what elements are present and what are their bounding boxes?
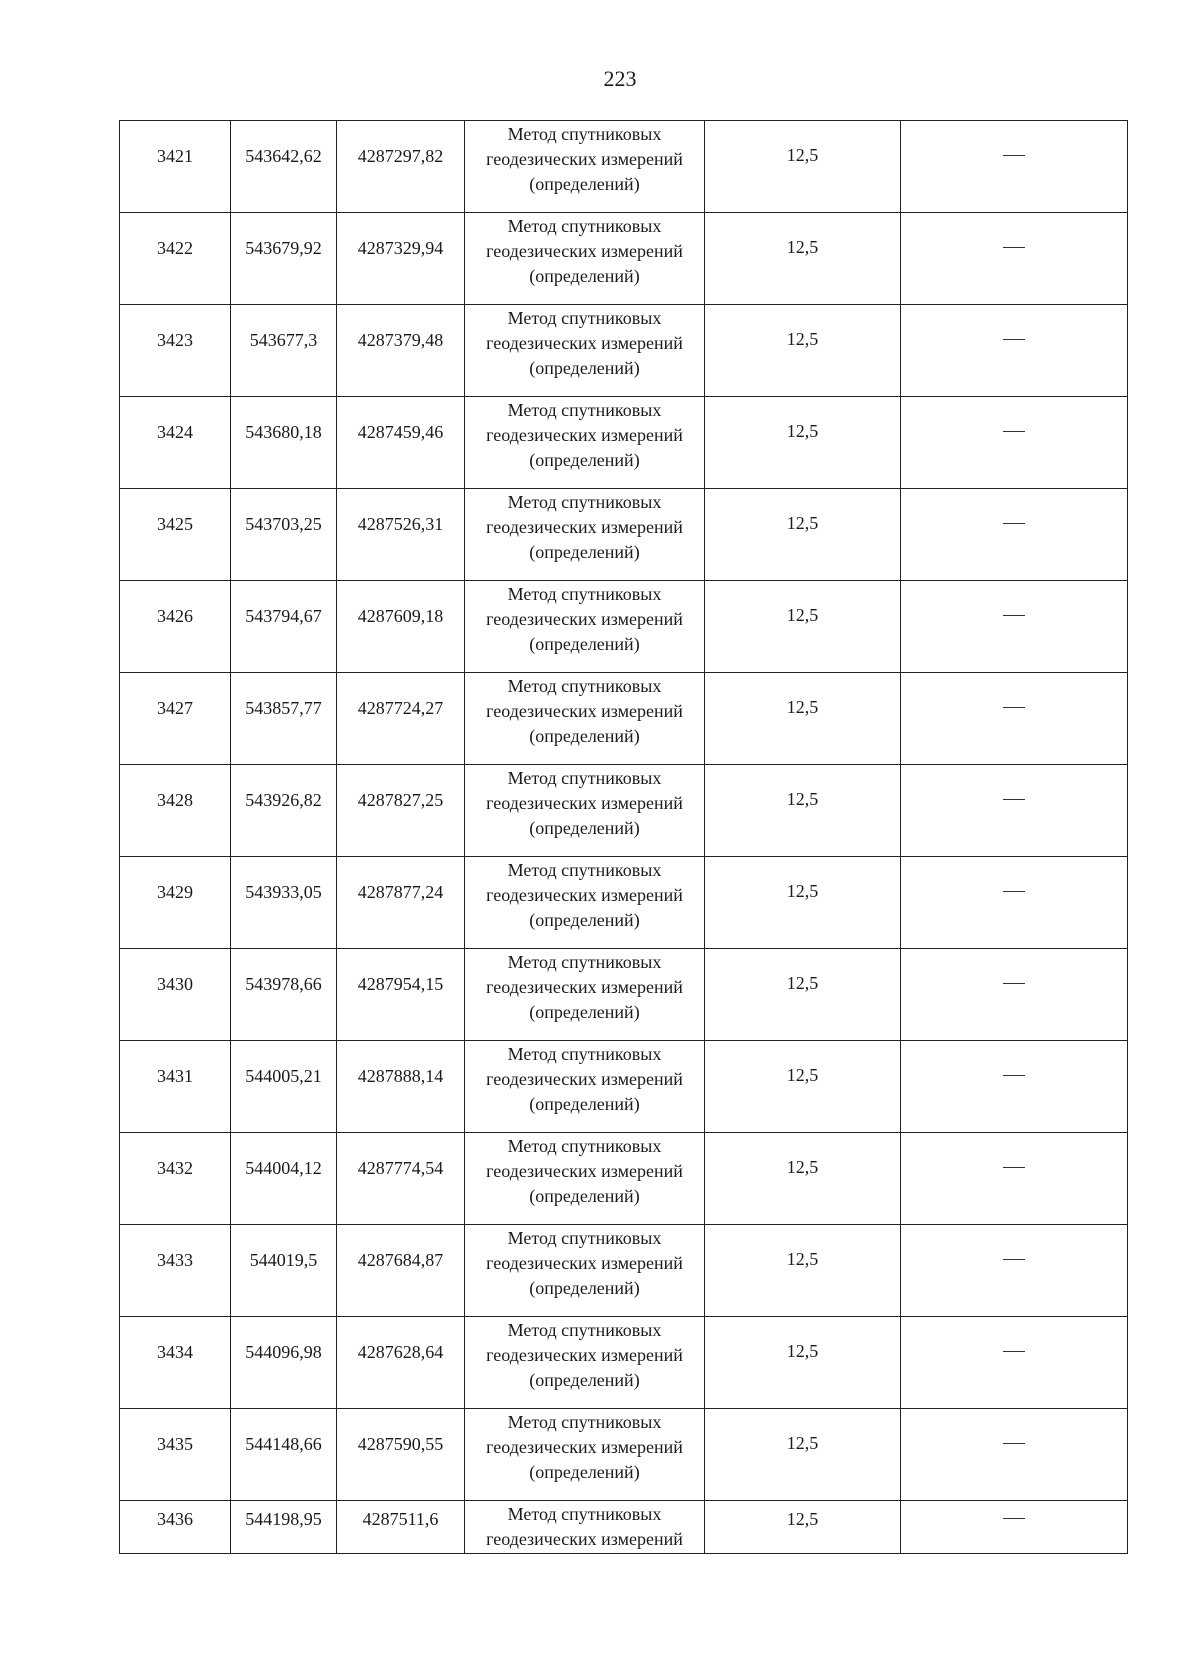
method-line: Метод спутниковых — [507, 216, 662, 236]
dash-mark — [1003, 1259, 1025, 1260]
coordinate-y: 4287877,24 — [357, 882, 444, 902]
method-line: (определений) — [529, 634, 640, 654]
dash-mark — [1003, 707, 1025, 708]
accuracy-value: 12,5 — [786, 973, 819, 993]
accuracy-value: 12,5 — [786, 145, 819, 165]
note-cell — [901, 857, 1128, 949]
point-number-cell — [120, 305, 231, 397]
point-number-cell — [120, 857, 231, 949]
coordinate-x: 543703,25 — [245, 514, 322, 534]
accuracy-value: 12,5 — [786, 789, 819, 809]
point-number: 3430 — [157, 974, 193, 994]
accuracy-value-cell — [705, 213, 901, 305]
point-number: 3422 — [157, 238, 193, 258]
table-row — [120, 121, 1128, 213]
coordinate-y-cell — [337, 305, 465, 397]
accuracy-value-cell — [705, 673, 901, 765]
method-line: геодезических измерений — [486, 333, 683, 353]
table-row — [120, 765, 1128, 857]
table-row — [120, 1225, 1128, 1317]
table-row — [120, 213, 1128, 305]
coordinate-y-cell — [337, 1501, 465, 1554]
table-row — [120, 489, 1128, 581]
dash-mark — [1003, 431, 1025, 432]
coordinate-x: 544019,5 — [249, 1250, 318, 1270]
method-cell — [465, 1501, 705, 1554]
coordinate-x-cell — [231, 857, 337, 949]
coordinates-table — [119, 120, 1128, 1554]
coordinate-x: 543978,66 — [245, 974, 322, 994]
coordinate-y-cell — [337, 1225, 465, 1317]
method-line: (определений) — [529, 450, 640, 470]
coordinate-y: 4287888,14 — [357, 1066, 444, 1086]
coordinate-x: 543857,77 — [245, 698, 322, 718]
method-line: Метод спутниковых — [507, 1320, 662, 1340]
coordinate-x: 543926,82 — [245, 790, 322, 810]
accuracy-value: 12,5 — [786, 237, 819, 257]
coordinate-y-cell — [337, 1133, 465, 1225]
method-line: Метод спутниковых — [507, 400, 662, 420]
accuracy-value: 12,5 — [786, 1249, 819, 1269]
coordinate-x-cell — [231, 489, 337, 581]
coordinate-y: 4287609,18 — [357, 606, 444, 626]
accuracy-value: 12,5 — [786, 881, 819, 901]
method-cell — [465, 1317, 705, 1409]
accuracy-value-cell — [705, 1317, 901, 1409]
coordinate-x: 543680,18 — [245, 422, 322, 442]
accuracy-value: 12,5 — [786, 513, 819, 533]
point-number: 3424 — [157, 422, 193, 442]
coordinate-x-cell — [231, 1501, 337, 1554]
method-line: (определений) — [529, 1002, 640, 1022]
accuracy-value: 12,5 — [786, 329, 819, 349]
method-line: геодезических измерений — [486, 1437, 683, 1457]
coordinate-y: 4287459,46 — [357, 422, 444, 442]
table-row — [120, 1317, 1128, 1409]
method-line: геодезических измерений — [486, 517, 683, 537]
method-line: геодезических измерений — [486, 1161, 683, 1181]
dash-mark — [1003, 1518, 1025, 1519]
point-number-cell — [120, 765, 231, 857]
coordinate-x-cell — [231, 581, 337, 673]
method-cell — [465, 857, 705, 949]
accuracy-value: 12,5 — [786, 1065, 819, 1085]
point-number-cell — [120, 489, 231, 581]
coordinate-y-cell — [337, 1041, 465, 1133]
coordinate-x: 543794,67 — [245, 606, 322, 626]
table-row — [120, 949, 1128, 1041]
accuracy-value: 12,5 — [786, 1509, 819, 1529]
method-cell — [465, 1409, 705, 1501]
dash-mark — [1003, 1351, 1025, 1352]
method-line: (определений) — [529, 1094, 640, 1114]
coordinate-y: 4287329,94 — [357, 238, 444, 258]
accuracy-value: 12,5 — [786, 1157, 819, 1177]
coordinate-x: 543642,62 — [245, 146, 322, 166]
point-number-cell — [120, 1317, 231, 1409]
note-cell — [901, 1041, 1128, 1133]
table-row — [120, 397, 1128, 489]
coordinate-x-cell — [231, 305, 337, 397]
method-line: Метод спутниковых — [507, 1136, 662, 1156]
method-line: (определений) — [529, 818, 640, 838]
point-number-cell — [120, 1133, 231, 1225]
coordinate-x: 543679,92 — [245, 238, 322, 258]
point-number: 3431 — [157, 1066, 193, 1086]
method-line: геодезических измерений — [486, 1253, 683, 1273]
coordinate-y: 4287379,48 — [357, 330, 444, 350]
point-number: 3427 — [157, 698, 193, 718]
point-number: 3425 — [157, 514, 193, 534]
coordinates-table-body — [120, 121, 1128, 1554]
accuracy-value-cell — [705, 305, 901, 397]
table-row — [120, 857, 1128, 949]
note-cell — [901, 673, 1128, 765]
method-cell — [465, 213, 705, 305]
coordinate-y-cell — [337, 489, 465, 581]
method-line: (определений) — [529, 1370, 640, 1390]
dash-mark — [1003, 615, 1025, 616]
method-line: Метод спутниковых — [507, 768, 662, 788]
dash-mark — [1003, 523, 1025, 524]
dash-mark — [1003, 247, 1025, 248]
coordinate-x: 544096,98 — [245, 1342, 322, 1362]
coordinate-x-cell — [231, 1041, 337, 1133]
point-number: 3421 — [157, 146, 193, 166]
method-line: (определений) — [529, 174, 640, 194]
method-line: (определений) — [529, 910, 640, 930]
note-cell — [901, 1317, 1128, 1409]
coordinate-y-cell — [337, 765, 465, 857]
coordinate-x: 544005,21 — [245, 1066, 322, 1086]
accuracy-value: 12,5 — [786, 697, 819, 717]
accuracy-value-cell — [705, 1409, 901, 1501]
method-cell — [465, 305, 705, 397]
coordinate-y: 4287827,25 — [357, 790, 444, 810]
accuracy-value: 12,5 — [786, 1433, 819, 1453]
method-line: Метод спутниковых — [507, 676, 662, 696]
accuracy-value-cell — [705, 581, 901, 673]
coordinate-y-cell — [337, 857, 465, 949]
point-number: 3423 — [157, 330, 193, 350]
point-number: 3426 — [157, 606, 193, 626]
method-line: Метод спутниковых — [507, 1228, 662, 1248]
table-row — [120, 305, 1128, 397]
method-line: геодезических измерений — [486, 241, 683, 261]
point-number: 3436 — [157, 1509, 193, 1529]
coordinate-x-cell — [231, 765, 337, 857]
accuracy-value: 12,5 — [786, 605, 819, 625]
note-cell — [901, 1133, 1128, 1225]
table-row — [120, 1409, 1128, 1501]
coordinate-y-cell — [337, 213, 465, 305]
method-line: (определений) — [529, 542, 640, 562]
coordinate-x-cell — [231, 397, 337, 489]
method-line: геодезических измерений — [486, 149, 683, 169]
accuracy-value-cell — [705, 765, 901, 857]
method-line: геодезических измерений — [486, 1345, 683, 1365]
coordinate-x-cell — [231, 1409, 337, 1501]
note-cell — [901, 1501, 1128, 1554]
method-line: (определений) — [529, 726, 640, 746]
note-cell — [901, 765, 1128, 857]
note-cell — [901, 305, 1128, 397]
coordinate-y-cell — [337, 949, 465, 1041]
coordinate-y: 4287590,55 — [357, 1434, 444, 1454]
dash-mark — [1003, 1167, 1025, 1168]
method-line: Метод спутниковых — [507, 1412, 662, 1432]
method-line: (определений) — [529, 266, 640, 286]
dash-mark — [1003, 1443, 1025, 1444]
point-number-cell — [120, 581, 231, 673]
point-number-cell — [120, 949, 231, 1041]
method-line: геодезических измерений — [486, 793, 683, 813]
note-cell — [901, 581, 1128, 673]
coordinate-x: 544198,95 — [245, 1509, 322, 1529]
dash-mark — [1003, 339, 1025, 340]
point-number: 3433 — [157, 1250, 193, 1270]
dash-mark — [1003, 799, 1025, 800]
point-number-cell — [120, 397, 231, 489]
coordinate-y-cell — [337, 581, 465, 673]
method-line: Метод спутниковых — [507, 124, 662, 144]
point-number-cell — [120, 121, 231, 213]
table-row — [120, 1501, 1128, 1554]
table-row — [120, 1041, 1128, 1133]
dash-mark — [1003, 983, 1025, 984]
coordinate-x-cell — [231, 673, 337, 765]
method-cell — [465, 1225, 705, 1317]
accuracy-value: 12,5 — [786, 421, 819, 441]
method-line: геодезических измерений — [486, 885, 683, 905]
method-line: (определений) — [529, 358, 640, 378]
coordinate-y-cell — [337, 1409, 465, 1501]
method-cell — [465, 397, 705, 489]
coordinate-x-cell — [231, 121, 337, 213]
coordinate-x: 544004,12 — [245, 1158, 322, 1178]
accuracy-value-cell — [705, 1501, 901, 1554]
method-cell — [465, 765, 705, 857]
method-line: Метод спутниковых — [507, 860, 662, 880]
point-number-cell — [120, 1501, 231, 1554]
coordinate-x: 544148,66 — [245, 1434, 322, 1454]
method-line: геодезических измерений — [486, 701, 683, 721]
point-number-cell — [120, 1225, 231, 1317]
coordinate-y: 4287526,31 — [357, 514, 444, 534]
table-row — [120, 581, 1128, 673]
accuracy-value-cell — [705, 121, 901, 213]
coordinate-y-cell — [337, 397, 465, 489]
method-line: геодезических измерений — [486, 1529, 683, 1549]
coordinate-y: 4287724,27 — [357, 698, 444, 718]
point-number-cell — [120, 673, 231, 765]
coordinate-x-cell — [231, 949, 337, 1041]
dash-mark — [1003, 155, 1025, 156]
coordinate-y: 4287954,15 — [357, 974, 444, 994]
coordinate-y-cell — [337, 673, 465, 765]
coordinate-y: 4287684,87 — [357, 1250, 444, 1270]
coordinate-x-cell — [231, 1133, 337, 1225]
table-row — [120, 1133, 1128, 1225]
method-line: (определений) — [529, 1186, 640, 1206]
note-cell — [901, 489, 1128, 581]
method-line: геодезических измерений — [486, 1069, 683, 1089]
method-line: геодезических измерений — [486, 609, 683, 629]
point-number-cell — [120, 213, 231, 305]
coordinate-x-cell — [231, 1225, 337, 1317]
method-line: (определений) — [529, 1462, 640, 1482]
coordinate-y-cell — [337, 1317, 465, 1409]
note-cell — [901, 1409, 1128, 1501]
coordinate-x: 543677,3 — [249, 330, 318, 350]
coordinate-y: 4287628,64 — [357, 1342, 444, 1362]
dash-mark — [1003, 1075, 1025, 1076]
table-row — [120, 673, 1128, 765]
note-cell — [901, 1225, 1128, 1317]
method-line: Метод спутниковых — [507, 308, 662, 328]
coordinate-x-cell — [231, 213, 337, 305]
note-cell — [901, 121, 1128, 213]
point-number: 3434 — [157, 1342, 193, 1362]
method-cell — [465, 121, 705, 213]
method-line: Метод спутниковых — [507, 584, 662, 604]
accuracy-value-cell — [705, 857, 901, 949]
method-line: геодезических измерений — [486, 977, 683, 997]
accuracy-value-cell — [705, 949, 901, 1041]
accuracy-value-cell — [705, 1041, 901, 1133]
coordinate-y: 4287774,54 — [357, 1158, 444, 1178]
coordinate-x-cell — [231, 1317, 337, 1409]
method-line: Метод спутниковых — [507, 1504, 662, 1524]
method-cell — [465, 489, 705, 581]
point-number: 3435 — [157, 1434, 193, 1454]
method-cell — [465, 949, 705, 1041]
accuracy-value: 12,5 — [786, 1341, 819, 1361]
note-cell — [901, 949, 1128, 1041]
method-line: Метод спутниковых — [507, 1044, 662, 1064]
method-cell — [465, 673, 705, 765]
method-cell — [465, 1041, 705, 1133]
accuracy-value-cell — [705, 489, 901, 581]
point-number-cell — [120, 1041, 231, 1133]
point-number: 3429 — [157, 882, 193, 902]
page-number: 223 — [603, 66, 637, 91]
note-cell — [901, 397, 1128, 489]
accuracy-value-cell — [705, 1133, 901, 1225]
accuracy-value-cell — [705, 397, 901, 489]
method-line: геодезических измерений — [486, 425, 683, 445]
dash-mark — [1003, 891, 1025, 892]
accuracy-value-cell — [705, 1225, 901, 1317]
method-cell — [465, 1133, 705, 1225]
method-line: Метод спутниковых — [507, 492, 662, 512]
point-number: 3428 — [157, 790, 193, 810]
method-cell — [465, 581, 705, 673]
coordinate-y: 4287297,82 — [357, 146, 444, 166]
point-number: 3432 — [157, 1158, 193, 1178]
coordinate-y: 4287511,6 — [362, 1509, 439, 1529]
note-cell — [901, 213, 1128, 305]
coordinate-y-cell — [337, 121, 465, 213]
method-line: (определений) — [529, 1278, 640, 1298]
point-number-cell — [120, 1409, 231, 1501]
coordinate-x: 543933,05 — [245, 882, 322, 902]
method-line: Метод спутниковых — [507, 952, 662, 972]
